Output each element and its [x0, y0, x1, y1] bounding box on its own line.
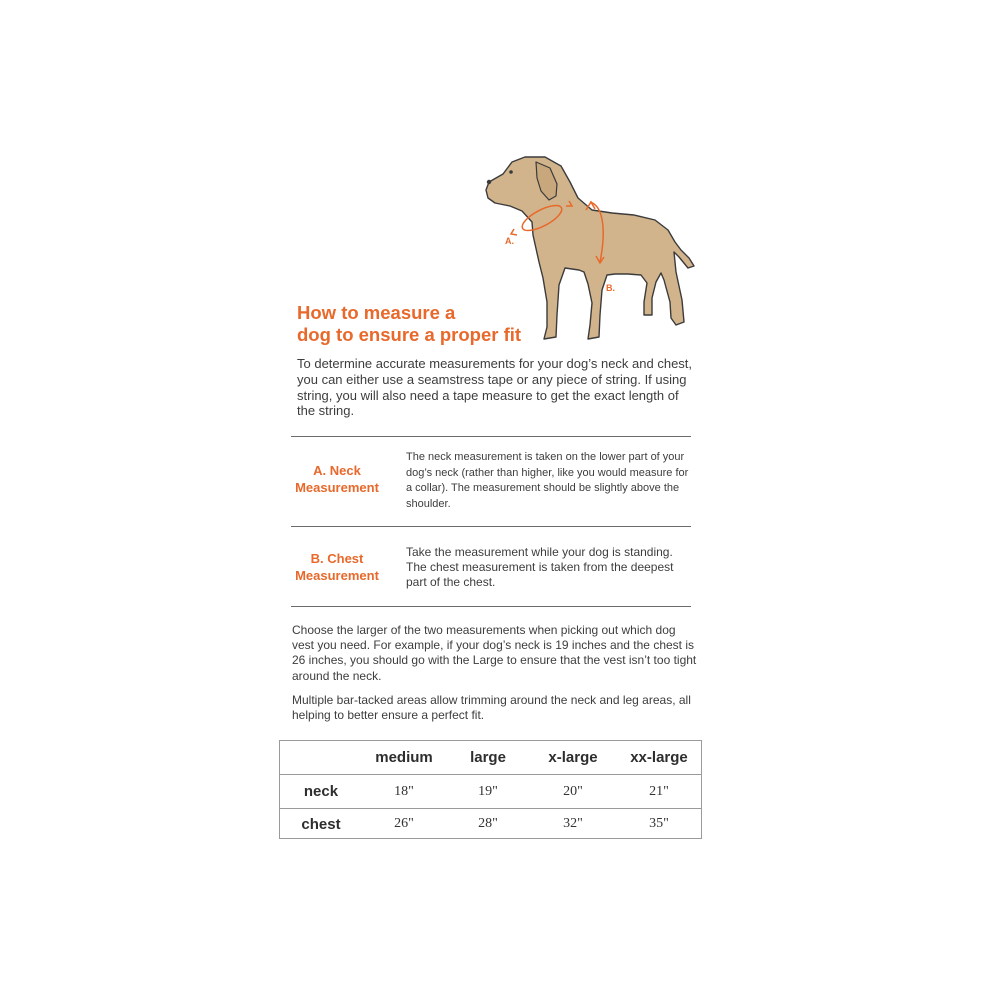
dog-eye — [509, 170, 513, 174]
divider — [291, 436, 691, 437]
neck-measurement-label — [291, 463, 383, 496]
advice-paragraph-2: Multiple bar-tacked areas allow trimming around the neck and leg areas, all helping to better ensure a perfect fit. — [292, 692, 691, 723]
table-cell: 18" — [394, 783, 414, 799]
divider — [291, 606, 691, 607]
marker-a-label: A. — [505, 236, 514, 246]
table-header-row — [280, 741, 701, 775]
table-row — [280, 809, 701, 839]
neck-label-line-1: A. Neck — [313, 463, 361, 478]
divider — [291, 526, 691, 527]
intro-paragraph: To determine accurate measurements for your dog’s neck and chest, you can either use a seamstress tape or any piece of string. If using string, you will also need a tape measure to get the exact length of the string. — [297, 356, 693, 419]
title-line-2: dog to ensure a proper fit — [297, 324, 522, 345]
row-label-neck: neck — [303, 783, 339, 800]
table-row — [280, 775, 701, 809]
dog-nose — [487, 180, 491, 184]
header-x-large: x-large — [548, 749, 598, 766]
neck-label-line-2: Measurement — [295, 479, 379, 495]
chest-label-line-1: B. Chest — [310, 551, 364, 566]
size-chart-table — [279, 740, 702, 839]
chest-measurement-description: Take the measurement while your dog is standing. The chest measurement is taken from the deepest part of the chest. — [406, 545, 674, 589]
chest-label-line-2: Measurement — [295, 567, 379, 583]
header-medium: medium — [375, 749, 433, 766]
neck-measurement-description: The neck measurement is taken on the lower part of your dog’s neck (rather than higher, like you would measure for a collar). The measurement should be slightly above the shoulder. — [406, 451, 689, 510]
table-cell: 26" — [394, 816, 414, 831]
header-large: large — [470, 749, 506, 766]
advice-section — [292, 623, 697, 732]
table-cell: 28" — [478, 816, 498, 831]
header-xx-large: xx-large — [630, 749, 688, 766]
advice-paragraph-1: Choose the larger of the two measurements when picking out which dog vest you need. For example, if your dog’s neck is 19 inches and the chest is 26 inches, you should go with the Large to ensure that the vest isn’t too tight around the neck. — [292, 623, 697, 683]
table-cell: 32" — [563, 816, 583, 831]
table-cell: 35" — [649, 816, 669, 831]
table-cell: 21" — [649, 783, 669, 799]
marker-b-label: B. — [606, 283, 615, 293]
row-label-chest: chest — [301, 815, 341, 833]
title-line-1: How to measure a — [297, 302, 456, 323]
page-title — [297, 302, 597, 346]
chest-measurement-label — [291, 551, 383, 584]
table-cell: 19" — [478, 783, 498, 799]
table-cell: 20" — [563, 783, 583, 799]
